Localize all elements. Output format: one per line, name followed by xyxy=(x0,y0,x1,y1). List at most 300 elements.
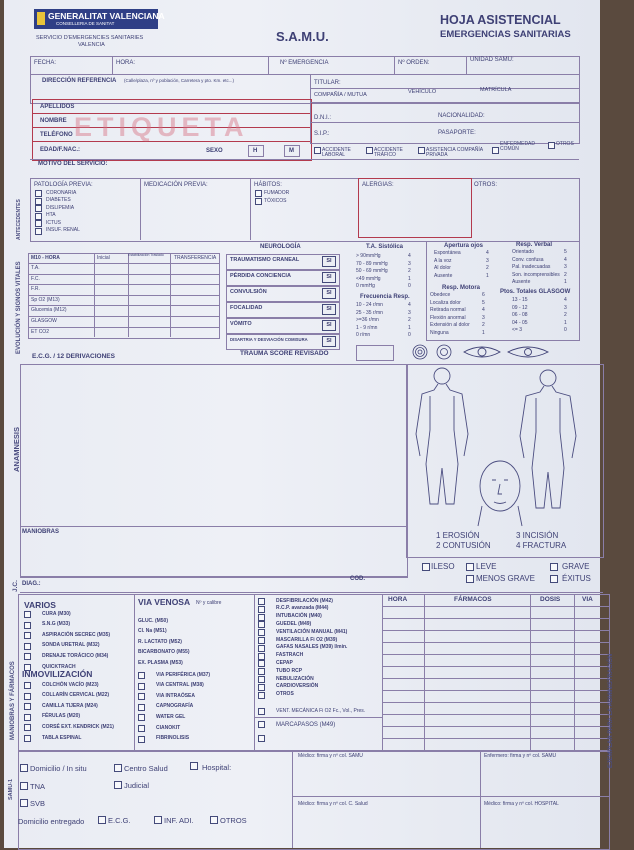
check-judicial[interactable] xyxy=(114,781,122,789)
ojos-label: Ausente xyxy=(434,272,453,279)
samu-title: S.A.M.U. xyxy=(276,29,329,44)
check-svb[interactable] xyxy=(20,799,28,807)
inmov-title: INMOVILIZACIÓN xyxy=(22,669,93,679)
medicacion-label: MEDICACIÓN PREVIA: xyxy=(144,182,208,188)
alergias-label: ALERGIAS: xyxy=(362,182,394,188)
right-item: FASTRACH xyxy=(276,652,304,659)
neuro-si-box[interactable]: SI xyxy=(322,272,336,283)
ojos-score: 3 xyxy=(486,257,489,264)
right-item: TUBO RCP xyxy=(276,667,303,674)
form-subtitle: EMERGENCIAS SANITARIAS xyxy=(440,29,571,40)
check-inmov-3[interactable] xyxy=(24,714,31,721)
check-inmov-2[interactable] xyxy=(24,703,31,710)
motora-label: Retirada normal xyxy=(430,307,466,313)
check-leve[interactable] xyxy=(466,563,474,571)
ecg-label: E.C.G. / 12 DERIVACIONES xyxy=(32,353,115,360)
medico-salud-label: Médico: firma y nº col. C. Salud xyxy=(298,801,368,807)
neuro-si-box[interactable]: SI xyxy=(322,304,336,315)
fecha-label: FECHA: xyxy=(34,60,57,66)
pupil-icon-1 xyxy=(413,345,427,359)
vitals-row-label: F.R. xyxy=(31,286,40,293)
drug-head-dosis: DOSIS xyxy=(540,596,561,603)
procedures-side-label: MANIOBRAS Y FÁRMACOS xyxy=(10,661,16,740)
via2-item: WATER GEL xyxy=(156,713,186,720)
check-via2-2[interactable] xyxy=(138,693,145,700)
opt-domicilio: Domicilio / In situ xyxy=(30,764,87,773)
assistance-form-sheet xyxy=(4,0,614,848)
verbal-score: 5 xyxy=(564,249,567,255)
neuro-item: PÉRDIDA CONCIENCIA xyxy=(230,273,291,279)
inmov-item: CAMILLA TIJERA (M24) xyxy=(42,702,98,709)
right-item: DESFIBRILACIÓN (M42) xyxy=(276,597,333,604)
check-via2-6[interactable] xyxy=(138,736,145,743)
check-ecg[interactable] xyxy=(98,816,106,824)
verbal-score: 3 xyxy=(564,264,567,270)
ta-score: 4 xyxy=(408,253,411,259)
status-ileso: ILESO xyxy=(431,562,455,571)
via2-item: CIANOKIT xyxy=(156,724,181,731)
eye-icon-2 xyxy=(508,347,548,357)
fr-label: >=36 r/mn xyxy=(356,317,379,323)
motora-score: 5 xyxy=(482,299,485,306)
check-tna[interactable] xyxy=(20,782,28,790)
vitals-head-inicial: Inicial xyxy=(97,255,110,261)
trauma-label: TRAUMA SCORE REVISADO xyxy=(240,350,329,357)
telefono-label: TELÉFONO xyxy=(40,132,73,138)
patologia-item: DISLIPEMIA xyxy=(46,204,75,211)
check-compania-privada[interactable] xyxy=(418,147,425,154)
eye-icon-1 xyxy=(464,347,500,357)
neuro-item: DISARTRIA Y DESVIACIÓN COMISURA xyxy=(230,337,308,342)
verbal-score: 2 xyxy=(564,271,567,278)
check-varios-1[interactable] xyxy=(24,622,31,629)
matricula-label: MATRÍCULA xyxy=(480,87,512,93)
motora-title: Resp. Motora xyxy=(442,285,481,291)
via-item: Cl. Na (M51) xyxy=(138,628,167,635)
trauma-score-box[interactable] xyxy=(356,345,394,361)
ojos-title: Apertura ojos xyxy=(444,243,484,249)
fr-label: 25 - 35 r/mn xyxy=(356,309,383,316)
check-menos-grave[interactable] xyxy=(466,575,474,583)
body-back-figure xyxy=(520,370,576,508)
check-right-2[interactable] xyxy=(258,614,265,621)
check-varios-3[interactable] xyxy=(24,643,31,650)
right-item: R.C.P. avanzada (M44) xyxy=(276,605,329,612)
direccion-label: DIRECCIÓN REFERENCIA xyxy=(42,78,117,84)
fr-score: 1 xyxy=(408,324,411,331)
ta-label: <49 mmHg xyxy=(356,275,381,282)
right-item: GUEDEL (M49) xyxy=(276,620,312,627)
check-patologia-0[interactable] xyxy=(35,190,42,197)
inmov-item: CORSÉ EXT. KENDRICK (M21) xyxy=(42,723,114,730)
varios-item: CURA (M30) xyxy=(42,610,71,617)
neuro-title: NEUROLOGÍA xyxy=(260,244,301,250)
check-inmov-1[interactable] xyxy=(24,693,31,700)
ejemplar-label: EJEMPLAR PARA LA ADMINISTRACIÓN xyxy=(608,653,614,768)
right-item: CARDIOVERSIÓN xyxy=(276,683,319,690)
check-right-6[interactable] xyxy=(258,645,265,652)
entregado-label: Domicilio entregado xyxy=(18,817,85,826)
check-inmov-4[interactable] xyxy=(24,724,31,731)
anamnesis-side-label: ANAMNESIS xyxy=(12,426,21,472)
motora-label: Ninguna xyxy=(430,329,449,336)
etiqueta-watermark: ETIQUETA xyxy=(74,112,249,142)
patologia-item: ICTUS xyxy=(46,219,61,226)
check-varios-2[interactable] xyxy=(24,632,31,639)
pasaporte-label: PASAPORTE: xyxy=(438,130,476,136)
check-grave[interactable] xyxy=(550,563,558,571)
via2-item: CAPNOGRAFÍA xyxy=(156,703,194,710)
apellidos-label: APELLIDOS xyxy=(40,104,75,110)
vitals-head-transf: TRANSFERENCIA xyxy=(174,255,217,261)
patologia-item: HTA xyxy=(46,212,56,218)
fr-score: 4 xyxy=(408,302,411,308)
anamnesis-box xyxy=(20,364,408,578)
opt-inf-adi: INF. ADI. xyxy=(164,816,194,825)
service-city: VALENCIA xyxy=(78,42,105,48)
fr-label: 10 - 24 r/mn xyxy=(356,302,383,308)
check-patologia-5[interactable] xyxy=(35,228,42,235)
ojos-label: Al dolor xyxy=(434,265,451,271)
ta-score: 2 xyxy=(408,268,411,274)
fr-title: Frecuencia Resp. xyxy=(360,294,410,300)
ta-label: 70 - 89 mmHg xyxy=(356,260,388,267)
check-toxicos[interactable] xyxy=(255,198,262,205)
opt-hospital: Hospital: xyxy=(202,763,232,772)
verbal-label: Son. incomprensibles xyxy=(512,271,560,278)
sip-label: S.I.P.: xyxy=(314,131,330,137)
varios-item: DRENAJE TORÁCICO (M34) xyxy=(42,652,109,659)
right-item: MASCARILLA Fi O2 (M39) xyxy=(276,636,338,643)
check-right-1[interactable] xyxy=(258,606,265,613)
head-detail-figure xyxy=(478,461,522,526)
accident-type-4: OTROS xyxy=(556,141,574,147)
check-accidente-laboral[interactable] xyxy=(314,147,321,154)
inmov-item: COLCHÓN VACÍO (M23) xyxy=(42,681,99,688)
fr-score: 2 xyxy=(408,317,411,323)
nombre-label: NOMBRE xyxy=(40,118,67,124)
vitals-row-label: Sp O2 (M13) xyxy=(31,296,60,303)
neuro-item: CONVULSIÓN xyxy=(230,289,267,295)
logo-org: GENERALITAT VALENCIANA xyxy=(48,11,165,21)
service-name: SERVICIO D'EMERGENCIES SANITARIES xyxy=(36,35,144,41)
verbal-label: Conv. confusa xyxy=(512,256,544,263)
check-right-11[interactable] xyxy=(258,684,265,691)
fr-score: 0 xyxy=(408,332,411,338)
status-leve: LEVE xyxy=(476,562,497,571)
edad-label: EDAD/F.NAC.: xyxy=(40,147,80,153)
emergencia-label: Nº EMERGENCIA xyxy=(280,60,329,66)
neuro-item: TRAUMATISMO CRANEAL xyxy=(230,257,300,263)
lesion-4: 4 FRACTURA xyxy=(516,541,567,550)
via2-item: VIA CENTRAL (M38) xyxy=(156,682,204,689)
motora-label: Flexión anormal xyxy=(430,314,466,321)
check-marcapasos[interactable] xyxy=(258,721,265,728)
accident-type-0: ACCIDENTE LABORAL xyxy=(322,147,351,158)
varios-item: S.N.G (M33) xyxy=(42,621,71,628)
right-item: NEBULIZACIÓN xyxy=(276,675,314,682)
right-item: CEPAP xyxy=(276,659,293,666)
varios-item: SONDA URETRAL (M32) xyxy=(42,642,100,649)
ojos-score: 1 xyxy=(486,272,489,279)
marcapasos-label: MARCAPASOS (M49) xyxy=(276,722,336,728)
check-via2-3[interactable] xyxy=(138,704,145,711)
glasgow-score: 1 xyxy=(564,319,567,326)
check-via2-1[interactable] xyxy=(138,683,145,690)
lesion-2: 2 CONTUSIÓN xyxy=(436,541,491,550)
opt-judicial: Judicial xyxy=(124,781,150,790)
check-otros-entrega[interactable] xyxy=(210,816,218,824)
maniobras-label: MANIOBRAS xyxy=(22,529,59,535)
vitals-head-estab: Estabilización Traslado xyxy=(128,253,164,257)
varios-title: VARIOS xyxy=(24,600,56,610)
motora-label: Extensión al dolor xyxy=(430,322,470,328)
samu1-side-label: SAMU-1 xyxy=(8,778,14,800)
accident-type-3: ENFERMEDAD COMÚN xyxy=(500,141,536,152)
vitals-head-hora: M10 - HORA xyxy=(31,255,60,261)
sex-m-label: M xyxy=(289,148,294,154)
nacionalidad-label: NACIONALIDAD: xyxy=(438,113,485,119)
glasgow-score: 0 xyxy=(564,327,567,333)
status-grave: GRAVE xyxy=(562,562,590,571)
opt-svb: SVB xyxy=(30,799,46,808)
right-item: OTROS xyxy=(276,691,294,698)
fr-label: 0 r/mn xyxy=(356,332,371,338)
check-right-3[interactable] xyxy=(258,621,265,628)
form-title: HOJA ASISTENCIAL xyxy=(440,13,561,27)
motora-score: 2 xyxy=(482,322,485,328)
sexo-label: SEXO xyxy=(206,148,223,154)
status-menos-grave: MENOS GRAVE xyxy=(476,574,535,583)
via2-item: FIBRINOLISIS xyxy=(156,735,190,742)
orden-label: Nº ORDEN: xyxy=(398,60,430,66)
check-right-7[interactable] xyxy=(258,653,265,660)
check-patologia-4[interactable] xyxy=(35,220,42,227)
enfermero-label: Enfermero: firma y nº col. SAMU xyxy=(484,753,557,759)
neuro-si-box[interactable]: SI xyxy=(322,288,336,299)
check-right-0[interactable] xyxy=(258,598,265,605)
check-inmov-5[interactable] xyxy=(24,735,31,742)
via-subtitle: Nº y calibre xyxy=(196,600,222,606)
habitos-label: HÁBITOS: xyxy=(254,182,282,188)
compania-label: COMPAÑÍA / MUTUA xyxy=(314,92,367,98)
check-via2-4[interactable] xyxy=(138,714,145,721)
check-inmov-0[interactable] xyxy=(24,682,31,689)
check-otros[interactable] xyxy=(548,142,555,149)
check-right-4[interactable] xyxy=(258,629,265,636)
ta-label: 0 mmHg xyxy=(356,283,375,289)
check-right-10[interactable] xyxy=(258,676,265,683)
via-item: EX. PLASMA (M53) xyxy=(138,659,183,666)
fr-label: 1 - 9 r/mn xyxy=(356,324,378,331)
drug-head-via: VIA xyxy=(582,596,593,603)
motivo-label: MOTIVO DEL SERVICIO: xyxy=(38,161,108,167)
lesion-3: 3 INCISIÓN xyxy=(516,531,559,540)
ta-label: 50 - 69 mmHg xyxy=(356,268,388,274)
check-right-9[interactable] xyxy=(258,668,265,675)
motora-score: 4 xyxy=(482,307,485,313)
varios-item: QUICKTRACH xyxy=(42,663,76,670)
verbal-label: Pal. inadecuadas xyxy=(512,264,551,270)
neuro-si-box[interactable]: SI xyxy=(322,336,336,347)
opt-centro-salud: Centro Salud xyxy=(124,764,168,773)
vent-label: VENT. MECÁNICA Fi O2 Fc., Vol., Pres. xyxy=(276,708,366,714)
check-via2-5[interactable] xyxy=(138,725,145,732)
patologia-label: PATOLOGÍA PREVIA: xyxy=(34,182,93,188)
check-right-8[interactable] xyxy=(258,660,265,667)
direccion-hint: (Calle/plaza, nº y población, Carretera y pto. Km. etc...) xyxy=(124,78,234,83)
patologia-item: DIABETES xyxy=(46,197,71,203)
ta-score: 1 xyxy=(408,275,411,282)
crest-icon xyxy=(37,12,45,25)
opt-otros-entrega: OTROS xyxy=(220,816,247,825)
verbal-label: Orientado xyxy=(512,249,534,255)
via-title: VIA VENOSA xyxy=(138,597,191,607)
ojos-score: 2 xyxy=(486,265,489,271)
right-item: GAFAS NASALES (M39) l/min. xyxy=(276,644,348,651)
pupil-diagram xyxy=(408,343,580,361)
glasgow-label: 09 - 12 xyxy=(512,304,528,311)
vitals-row-label: Glucemia (M12) xyxy=(31,307,67,314)
opt-tna: TNA xyxy=(30,782,45,791)
medico-hosp-label: Médico: firma y nº col. HOSPITAL xyxy=(484,801,559,807)
patologia-item: CORONARIA xyxy=(46,189,77,196)
diag-label: DIAG.: xyxy=(22,581,41,587)
ta-label: > 90mmHg xyxy=(356,253,381,259)
verbal-label: Ausente xyxy=(512,279,531,285)
check-hospital[interactable] xyxy=(190,762,198,770)
habito-toxicos: TÓXICOS xyxy=(264,198,287,204)
glasgow-label: 04 - 05 xyxy=(512,319,528,326)
inmov-item: FÉRULAS (M20) xyxy=(42,713,81,720)
via-item: GLUC. (M50) xyxy=(138,617,168,624)
habito-fumador: FUMADOR xyxy=(264,190,290,196)
inmov-item: TABLA ESPINAL xyxy=(42,734,82,741)
jc-side-label: J.C. xyxy=(12,580,19,592)
vitals-row-label: F.C. xyxy=(31,275,40,282)
check-right-5[interactable] xyxy=(258,637,265,644)
verbal-score: 1 xyxy=(564,279,567,285)
check-enfermedad-comun[interactable] xyxy=(492,147,499,154)
motora-score: 6 xyxy=(482,292,485,298)
antecedentes-box xyxy=(30,178,580,242)
neuro-si-box[interactable]: SI xyxy=(322,320,336,331)
neuro-item: FOCALIDAD xyxy=(230,305,263,311)
vitals-row-label: T.A. xyxy=(31,265,40,271)
drug-head-farmacos: FÁRMACOS xyxy=(454,596,492,603)
motora-label: Obedece xyxy=(430,292,451,298)
inmov-item: COLLARÍN CERVICAL (M22) xyxy=(42,692,110,699)
ojos-score: 4 xyxy=(486,250,489,256)
motora-score: 3 xyxy=(482,314,485,321)
check-exitus[interactable] xyxy=(550,575,558,583)
vitals-row-label: ET CO2 xyxy=(31,328,49,335)
check-patologia-1[interactable] xyxy=(35,198,42,205)
check-fumador[interactable] xyxy=(255,190,262,197)
sex-h-label: H xyxy=(253,148,258,154)
check-domicilio[interactable] xyxy=(20,764,28,772)
fr-score: 3 xyxy=(408,309,411,316)
check-patologia-2[interactable] xyxy=(35,205,42,212)
glasgow-score: 3 xyxy=(564,304,567,311)
via-item: BICARBONATO (M55) xyxy=(138,649,190,656)
drug-head-hora: HORA xyxy=(388,596,408,603)
check-centro-salud[interactable] xyxy=(114,764,122,772)
check-via2-0[interactable] xyxy=(138,672,145,679)
motora-score: 1 xyxy=(482,329,485,336)
id-grid xyxy=(310,102,580,144)
check-right-12[interactable] xyxy=(258,692,265,699)
patologia-item: INSUF. RENAL xyxy=(46,227,80,233)
ta-score: 0 xyxy=(408,283,411,289)
check-ileso[interactable] xyxy=(422,563,430,571)
accident-type-1: ACCIDENTE TRÁFICO xyxy=(374,147,403,158)
ojos-label: Espontánea xyxy=(434,250,461,256)
check-accidente-trafico[interactable] xyxy=(366,147,373,154)
neuro-item: VÓMITO xyxy=(230,321,252,327)
neuro-si-box[interactable]: SI xyxy=(322,256,336,267)
check-inf-adi[interactable] xyxy=(154,816,162,824)
via2-item: VIA PERIFÉRICA (M37) xyxy=(156,671,211,678)
via2-item: VIA INTRAÓSEA xyxy=(156,692,195,699)
check-varios-4[interactable] xyxy=(24,653,31,660)
check-varios-0[interactable] xyxy=(24,611,31,618)
bottom-box xyxy=(18,750,610,850)
body-front-figure xyxy=(416,368,468,504)
logo-org-sub: CONSELLERIA DE SANITAT xyxy=(56,21,115,26)
unidad-label: UNIDAD SAMU: xyxy=(470,57,514,63)
sex-m-box[interactable] xyxy=(284,145,300,157)
check-vent-mecanica[interactable] xyxy=(258,708,265,715)
pupil-icon-2 xyxy=(437,345,451,359)
otros-label: OTROS: xyxy=(474,182,498,188)
glasgow-label: 13 - 15 xyxy=(512,297,528,303)
generalitat-logo xyxy=(34,9,165,29)
vitals-row-label: GLASGOW xyxy=(31,318,57,324)
check-patologia-3[interactable] xyxy=(35,213,42,220)
right-item: INTUBACIÓN (M40) xyxy=(276,613,322,620)
via-item: R. LACTATO (M52) xyxy=(138,638,182,645)
verbal-title: Resp. Verbal xyxy=(516,242,553,248)
medico-samu-label: Médico: firma y nº col. SAMU xyxy=(298,753,363,759)
motora-label: Localiza dolor xyxy=(430,299,461,306)
status-exitus: ÉXITUS xyxy=(562,574,591,583)
verbal-score: 4 xyxy=(564,256,567,263)
lesion-1: 1 EROSIÓN xyxy=(436,531,480,540)
ta-title: T.A. Sistólica xyxy=(366,244,404,250)
ojos-label: A la voz xyxy=(434,257,452,264)
vehiculo-label: VEHÍCULO xyxy=(408,89,437,95)
hora-label: HORA: xyxy=(116,60,136,66)
glasgow-title: Ptos. Totales GLASGOW xyxy=(500,289,571,295)
ta-score: 3 xyxy=(408,260,411,267)
check-extra[interactable] xyxy=(258,735,265,742)
cod-label: COD. xyxy=(350,576,365,582)
sex-h-box[interactable] xyxy=(248,145,264,157)
opt-ecg: E.C.G. xyxy=(108,816,131,825)
vitals-side-label: EVOLUCIÓN Y SIGNOS VITALES xyxy=(16,261,22,354)
dni-label: D.N.I.: xyxy=(314,115,332,121)
glasgow-score: 4 xyxy=(564,297,567,303)
glasgow-score: 2 xyxy=(564,312,567,318)
varios-item: ASPIRACIÓN SECREC (M35) xyxy=(42,631,111,638)
glasgow-label: 06 - 08 xyxy=(512,312,528,318)
glasgow-label: <= 3 xyxy=(512,327,523,333)
antecedentes-side-label: ANTECEDENTES xyxy=(16,199,22,240)
titular-label: TITULAR: xyxy=(314,80,341,86)
body-diagram xyxy=(408,364,598,530)
accident-type-2: ASISTENCIA COMPAÑÍA PRIVADA xyxy=(426,147,483,158)
